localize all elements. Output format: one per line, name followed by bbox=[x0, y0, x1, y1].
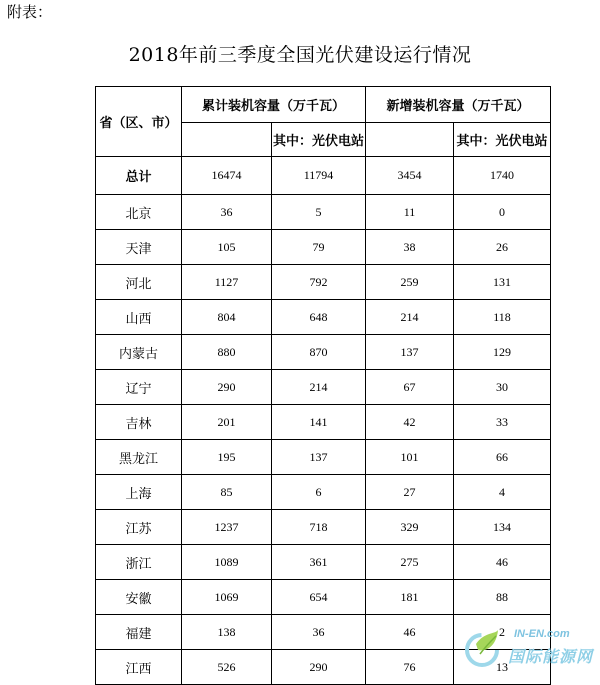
table-row bbox=[96, 300, 551, 335]
cumulative-station-cell: 648 bbox=[272, 300, 366, 335]
new-cell: 11 bbox=[366, 195, 454, 230]
new-station-cell: 4 bbox=[454, 475, 551, 510]
new-cell: 329 bbox=[366, 510, 454, 545]
new-cell: 38 bbox=[366, 230, 454, 265]
table-row bbox=[96, 230, 551, 265]
cumulative-cell: 1127 bbox=[182, 265, 272, 300]
province-cell: 北京 bbox=[96, 195, 182, 230]
new-station-cell: 129 bbox=[454, 335, 551, 370]
province-cell: 福建 bbox=[96, 615, 182, 650]
province-cell: 江苏 bbox=[96, 510, 182, 545]
cumulative-cell: 1089 bbox=[182, 545, 272, 580]
province-cell: 内蒙古 bbox=[96, 335, 182, 370]
province-cell: 吉林 bbox=[96, 405, 182, 440]
table-body bbox=[96, 157, 551, 685]
table-row bbox=[96, 370, 551, 405]
new-cell: 76 bbox=[366, 650, 454, 685]
table-row bbox=[96, 545, 551, 580]
cumulative-cell: 85 bbox=[182, 475, 272, 510]
cumulative-cell: 526 bbox=[182, 650, 272, 685]
cumulative-station-cell: 718 bbox=[272, 510, 366, 545]
table-row bbox=[96, 580, 551, 615]
new-cell: 214 bbox=[366, 300, 454, 335]
new-cell: 67 bbox=[366, 370, 454, 405]
cumulative-station-cell: 36 bbox=[272, 615, 366, 650]
cumulative-cell: 201 bbox=[182, 405, 272, 440]
cumulative-station-cell: 290 bbox=[272, 650, 366, 685]
watermark-cn: 国际能源网 bbox=[508, 647, 594, 666]
cumulative-station-cell: 5 bbox=[272, 195, 366, 230]
new-station-cell: 26 bbox=[454, 230, 551, 265]
new-station-cell: 66 bbox=[454, 440, 551, 475]
province-cell: 山西 bbox=[96, 300, 182, 335]
cumulative-cell: 290 bbox=[182, 370, 272, 405]
cumulative-station-cell: 79 bbox=[272, 230, 366, 265]
new-cell: 46 bbox=[366, 615, 454, 650]
new-cell: 3454 bbox=[366, 157, 454, 195]
cumulative-station-cell: 141 bbox=[272, 405, 366, 440]
cumulative-cell: 804 bbox=[182, 300, 272, 335]
leaf-swirl-logo-icon bbox=[460, 626, 504, 670]
new-cell: 275 bbox=[366, 545, 454, 580]
header-cumulative-blank bbox=[182, 123, 272, 157]
new-cell: 137 bbox=[366, 335, 454, 370]
table-row bbox=[96, 157, 551, 195]
province-cell: 江西 bbox=[96, 650, 182, 685]
header-new: 新增装机容量（万千瓦） bbox=[366, 87, 551, 123]
new-station-cell: 131 bbox=[454, 265, 551, 300]
new-station-cell: 46 bbox=[454, 545, 551, 580]
cumulative-station-cell: 214 bbox=[272, 370, 366, 405]
appendix-label: 附表： bbox=[7, 3, 53, 21]
cumulative-station-cell: 11794 bbox=[272, 157, 366, 195]
table-title: 2018年前三季度全国光伏建设运行情况 bbox=[128, 44, 472, 66]
new-cell: 27 bbox=[366, 475, 454, 510]
new-station-cell: 1740 bbox=[454, 157, 551, 195]
new-station-cell: 88 bbox=[454, 580, 551, 615]
province-cell: 天津 bbox=[96, 230, 182, 265]
header-cumulative-station: 其中：光伏电站 bbox=[272, 123, 366, 157]
cumulative-station-cell: 361 bbox=[272, 545, 366, 580]
province-cell: 黑龙江 bbox=[96, 440, 182, 475]
table-row bbox=[96, 265, 551, 300]
header-cumulative: 累计装机容量（万千瓦） bbox=[182, 87, 366, 123]
cumulative-cell: 1069 bbox=[182, 580, 272, 615]
new-station-cell: 2 bbox=[454, 615, 551, 650]
new-station-cell: 118 bbox=[454, 300, 551, 335]
new-station-cell: 0 bbox=[454, 195, 551, 230]
cumulative-cell: 36 bbox=[182, 195, 272, 230]
province-cell: 安徽 bbox=[96, 580, 182, 615]
watermark-en: IN-EN.com bbox=[514, 628, 570, 640]
table-row bbox=[96, 335, 551, 370]
cumulative-cell: 195 bbox=[182, 440, 272, 475]
province-cell: 辽宁 bbox=[96, 370, 182, 405]
province-cell: 河北 bbox=[96, 265, 182, 300]
table-row bbox=[96, 405, 551, 440]
header-new-station: 其中：光伏电站 bbox=[454, 123, 551, 157]
province-cell: 总计 bbox=[96, 157, 182, 195]
cumulative-cell: 880 bbox=[182, 335, 272, 370]
site-watermark bbox=[456, 622, 596, 676]
new-cell: 181 bbox=[366, 580, 454, 615]
header-new-blank bbox=[366, 123, 454, 157]
new-station-cell: 13 bbox=[454, 650, 551, 685]
province-cell: 上海 bbox=[96, 475, 182, 510]
table-row bbox=[96, 510, 551, 545]
header-province: 省（区、市） bbox=[96, 87, 182, 157]
cumulative-cell: 1237 bbox=[182, 510, 272, 545]
new-station-cell: 134 bbox=[454, 510, 551, 545]
pv-capacity-table bbox=[95, 86, 551, 685]
cumulative-station-cell: 6 bbox=[272, 475, 366, 510]
new-cell: 42 bbox=[366, 405, 454, 440]
cumulative-cell: 105 bbox=[182, 230, 272, 265]
cumulative-station-cell: 137 bbox=[272, 440, 366, 475]
table-row bbox=[96, 195, 551, 230]
cumulative-station-cell: 654 bbox=[272, 580, 366, 615]
cumulative-cell: 138 bbox=[182, 615, 272, 650]
new-station-cell: 33 bbox=[454, 405, 551, 440]
table-row bbox=[96, 440, 551, 475]
new-cell: 101 bbox=[366, 440, 454, 475]
cumulative-station-cell: 870 bbox=[272, 335, 366, 370]
new-cell: 259 bbox=[366, 265, 454, 300]
cumulative-cell: 16474 bbox=[182, 157, 272, 195]
table-row bbox=[96, 475, 551, 510]
cumulative-station-cell: 792 bbox=[272, 265, 366, 300]
new-station-cell: 30 bbox=[454, 370, 551, 405]
province-cell: 浙江 bbox=[96, 545, 182, 580]
